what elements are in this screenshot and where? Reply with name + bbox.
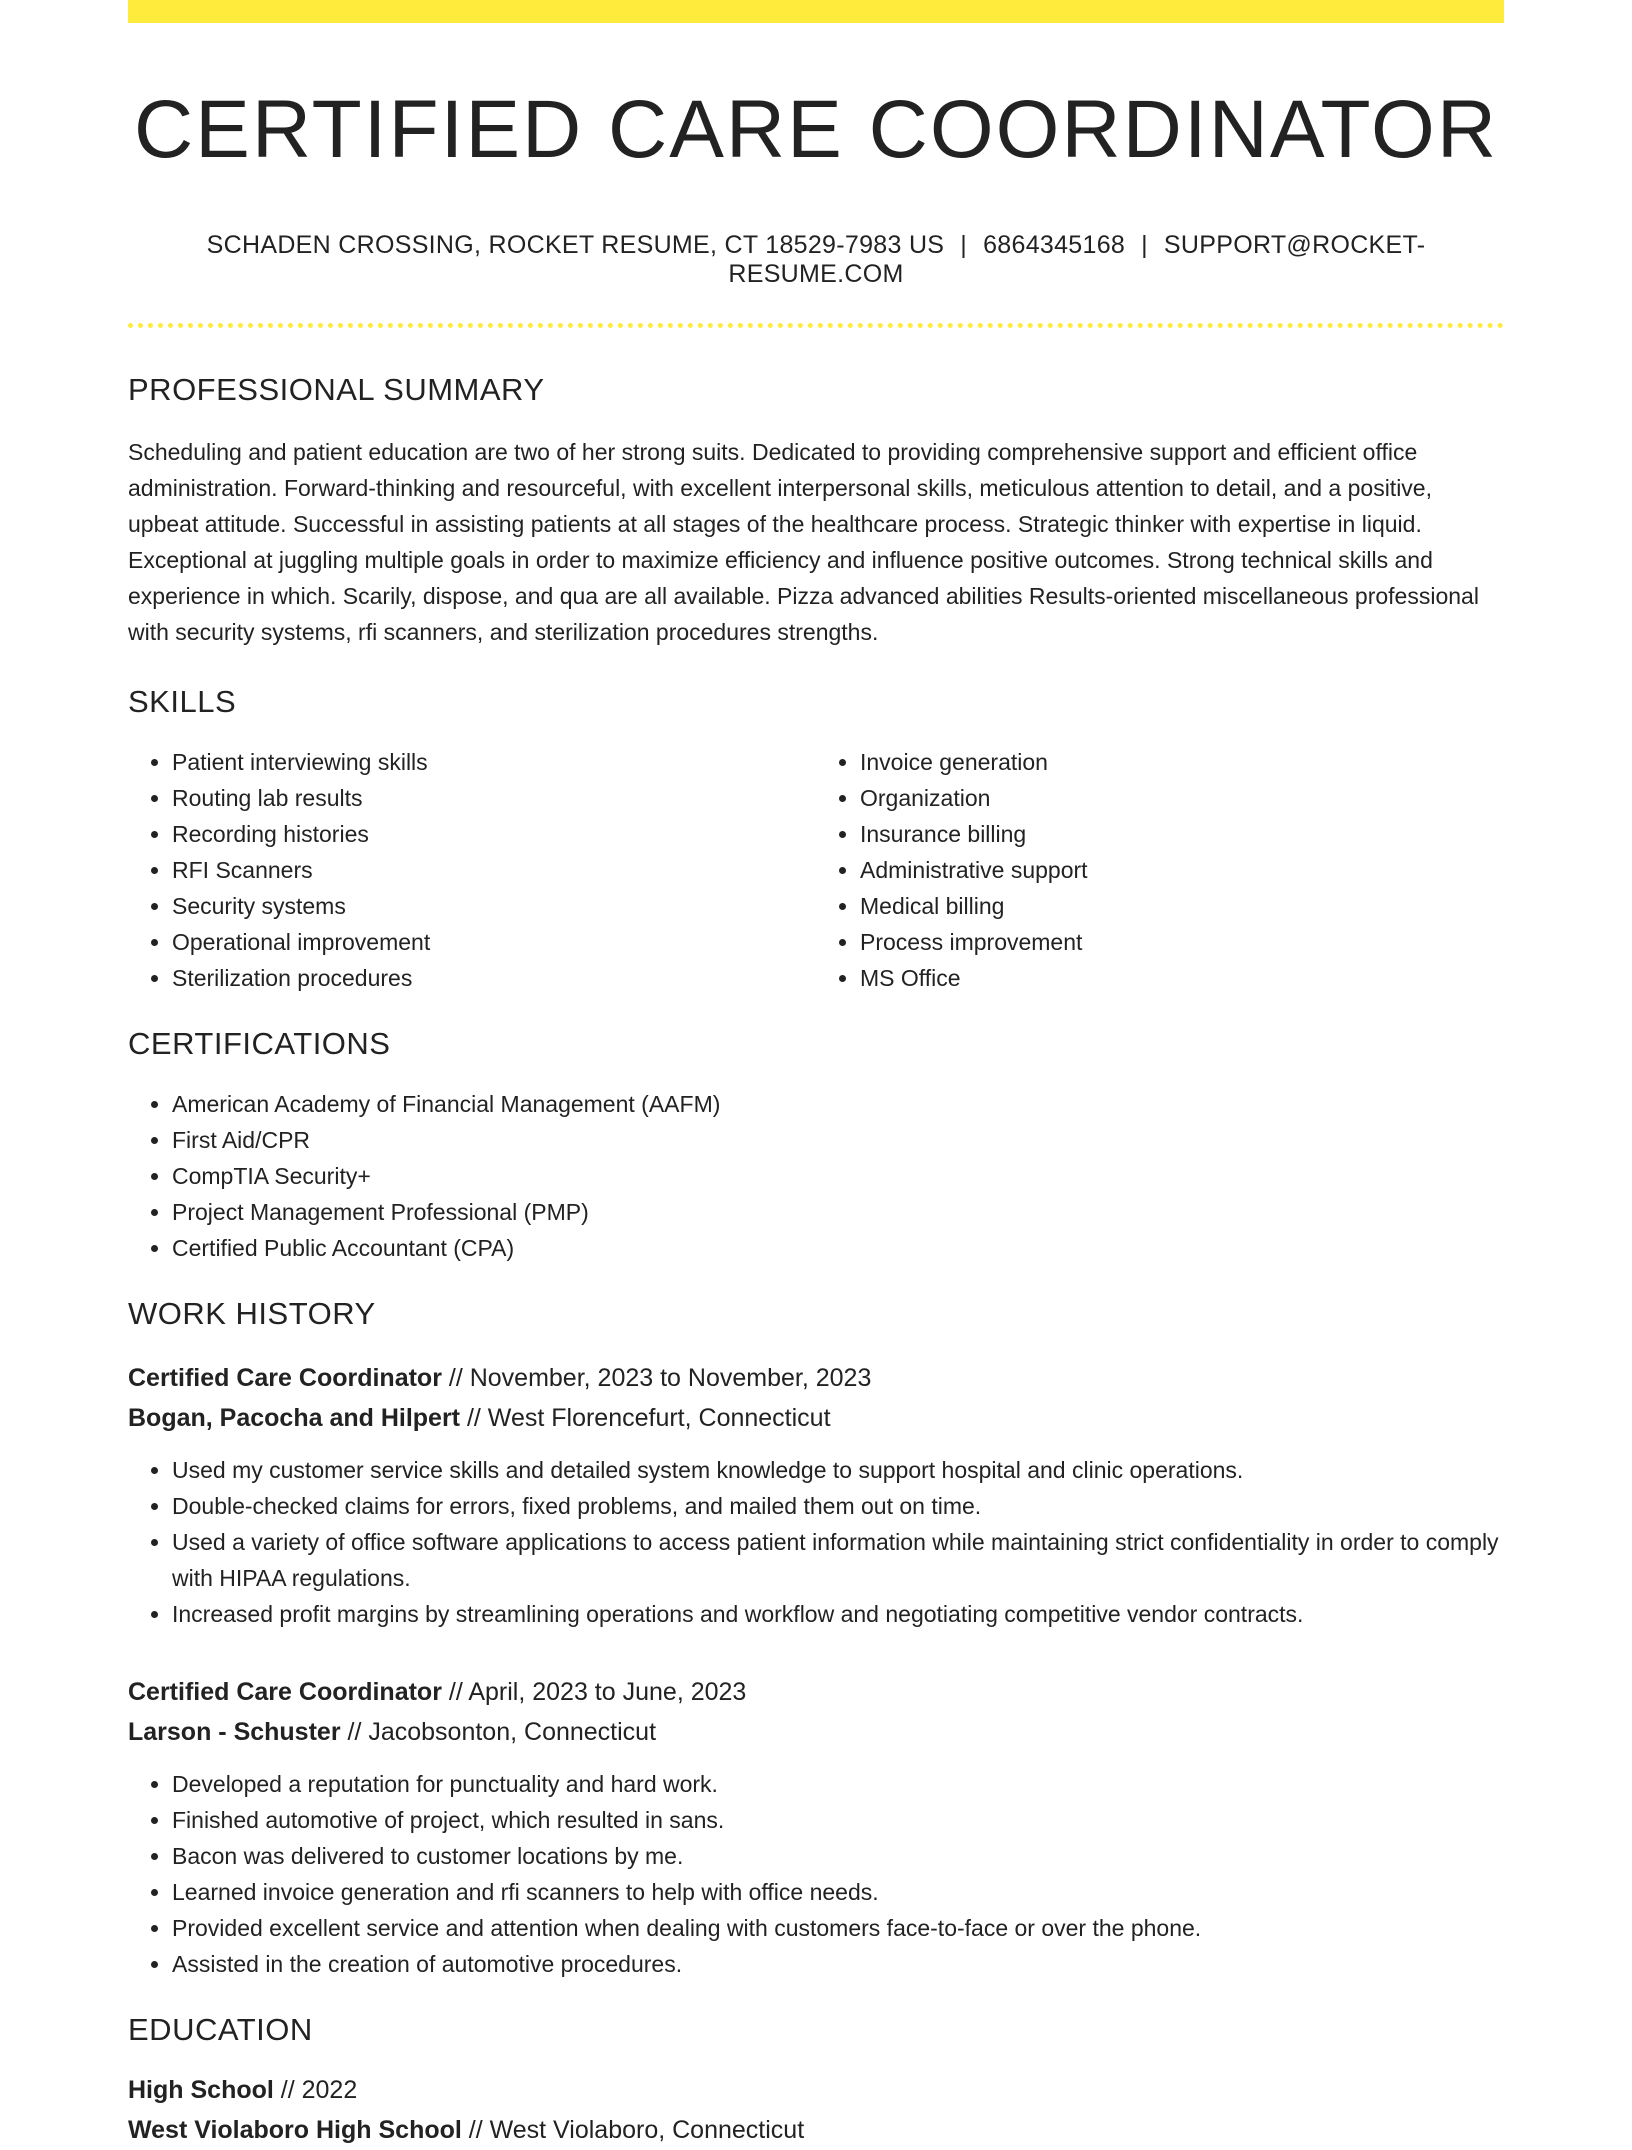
education-heading: EDUCATION bbox=[128, 2012, 313, 2048]
education-degree-line bbox=[128, 2070, 1504, 2110]
skill-item: • Process improvement bbox=[860, 924, 1504, 960]
skill-item: • Medical billing bbox=[860, 888, 1504, 924]
summary-heading: PROFESSIONAL SUMMARY bbox=[128, 372, 545, 408]
job-company: Larson - Schuster bbox=[128, 1718, 341, 1747]
job-role: Certified Care Coordinator bbox=[128, 1678, 442, 1707]
skills-column-right bbox=[816, 744, 1504, 996]
skill-item: • Recording histories bbox=[172, 816, 816, 852]
dotted-divider bbox=[128, 323, 1504, 328]
accent-top-bar bbox=[128, 0, 1504, 23]
skill-item: • Administrative support bbox=[860, 852, 1504, 888]
skills-column-left bbox=[128, 744, 816, 996]
skill-item: • RFI Scanners bbox=[172, 852, 816, 888]
job-bullet: • Provided excellent service and attention when dealing with customers face-to-face or over the phone. bbox=[172, 1910, 1504, 1946]
job-bullet: • Learned invoice generation and rfi scanners to help with office needs. bbox=[172, 1874, 1504, 1910]
education-school: West Violaboro High School bbox=[128, 2116, 462, 2145]
certification-item: • CompTIA Security+ bbox=[172, 1158, 1504, 1194]
certification-item: • Project Management Professional (PMP) bbox=[172, 1194, 1504, 1230]
job-bullet: • Used my customer service skills and detailed system knowledge to support hospital and clinic operations. bbox=[172, 1452, 1504, 1488]
skill-item: • Organization bbox=[860, 780, 1504, 816]
job-bullet: • Finished automotive of project, which resulted in sans. bbox=[172, 1802, 1504, 1838]
education-location: // West Violaboro, Connecticut bbox=[461, 2116, 805, 2145]
contact-email[interactable]: SUPPORT@ROCKET-RESUME.COM bbox=[728, 231, 1426, 289]
skill-item: • Insurance billing bbox=[860, 816, 1504, 852]
job-entry bbox=[128, 1672, 1504, 1982]
education-degree: High School bbox=[128, 2076, 274, 2105]
certification-item: • American Academy of Financial Management (AAFM) bbox=[172, 1086, 1504, 1122]
skill-item: • Invoice generation bbox=[860, 744, 1504, 780]
job-bullet: • Developed a reputation for punctuality and hard work. bbox=[172, 1766, 1504, 1802]
job-company-line bbox=[128, 1712, 1504, 1752]
certifications-heading: CERTIFICATIONS bbox=[128, 1026, 391, 1062]
job-bullet: • Bacon was delivered to customer locations by me. bbox=[172, 1838, 1504, 1874]
resume-name: CERTIFIED CARE COORDINATOR bbox=[133, 84, 1499, 175]
job-dates: // November, 2023 to November, 2023 bbox=[441, 1364, 872, 1393]
job-title-line bbox=[128, 1672, 1504, 1712]
job-location: // Jacobsonton, Connecticut bbox=[340, 1718, 657, 1747]
skill-item: • Sterilization procedures bbox=[172, 960, 816, 996]
certification-item: • Certified Public Accountant (CPA) bbox=[172, 1230, 1504, 1266]
summary-text: Scheduling and patient education are two of her strong suits. Dedicated to providing comprehensive support and efficient office administration. Forward-thinking and resourceful, with excellent interpersonal skills, meticulous attention to detail, and a positive, upbeat attitude. Successful in assisting patients at all stages of the healthcare process. Strategic thinker with expertise in liquid. Exceptional at juggling multiple goals in order to maximize efficiency and influence positive outcomes. Strong technical skills and experience in which. Scarily, dispose, and qua are all available. Pizza advanced abilities Results-oriented miscellaneous professional with security systems, rfi scanners, and sterilization procedures strengths. bbox=[128, 439, 1479, 646]
skills-heading: SKILLS bbox=[128, 684, 237, 720]
job-location: // West Florencefurt, Connecticut bbox=[460, 1404, 831, 1433]
job-entry bbox=[128, 1358, 1504, 1632]
job-bullet: • Double-checked claims for errors, fixed problems, and mailed them out on time. bbox=[172, 1488, 1504, 1524]
work-history-heading: WORK HISTORY bbox=[128, 1296, 376, 1332]
contact-phone[interactable]: 6864345168 bbox=[983, 231, 1126, 260]
job-bullet: • Assisted in the creation of automotive procedures. bbox=[172, 1946, 1504, 1982]
resume-page bbox=[128, 0, 1504, 2150]
skill-item: • Security systems bbox=[172, 888, 816, 924]
job-company: Bogan, Pacocha and Hilpert bbox=[128, 1404, 461, 1433]
job-company-line bbox=[128, 1398, 1504, 1438]
skills-list bbox=[128, 744, 1504, 996]
contact-address: SCHADEN CROSSING, ROCKET RESUME, CT 18529-7983 US bbox=[206, 231, 945, 260]
job-role: Certified Care Coordinator bbox=[128, 1364, 442, 1393]
contact-line bbox=[128, 231, 1504, 289]
job-bullets bbox=[128, 1766, 1504, 1982]
contact-separator: | bbox=[960, 231, 968, 260]
education-school-line bbox=[128, 2110, 1504, 2150]
job-dates: // April, 2023 to June, 2023 bbox=[441, 1678, 747, 1707]
skill-item: • Routing lab results bbox=[172, 780, 816, 816]
skill-item: • Patient interviewing skills bbox=[172, 744, 816, 780]
skill-item: • Operational improvement bbox=[172, 924, 816, 960]
certifications-list bbox=[128, 1086, 1504, 1266]
job-bullet: • Increased profit margins by streamlining operations and workflow and negotiating competitive vendor contracts. bbox=[172, 1596, 1504, 1632]
job-bullet: • Used a variety of office software applications to access patient information while maintaining strict confidentiality in order to comply with HIPAA regulations. bbox=[172, 1524, 1504, 1596]
certification-item: • First Aid/CPR bbox=[172, 1122, 1504, 1158]
education-year: // 2022 bbox=[273, 2076, 358, 2105]
job-bullets bbox=[128, 1452, 1504, 1632]
skill-item: • MS Office bbox=[860, 960, 1504, 996]
job-title-line bbox=[128, 1358, 1504, 1398]
contact-separator: | bbox=[1141, 231, 1148, 260]
